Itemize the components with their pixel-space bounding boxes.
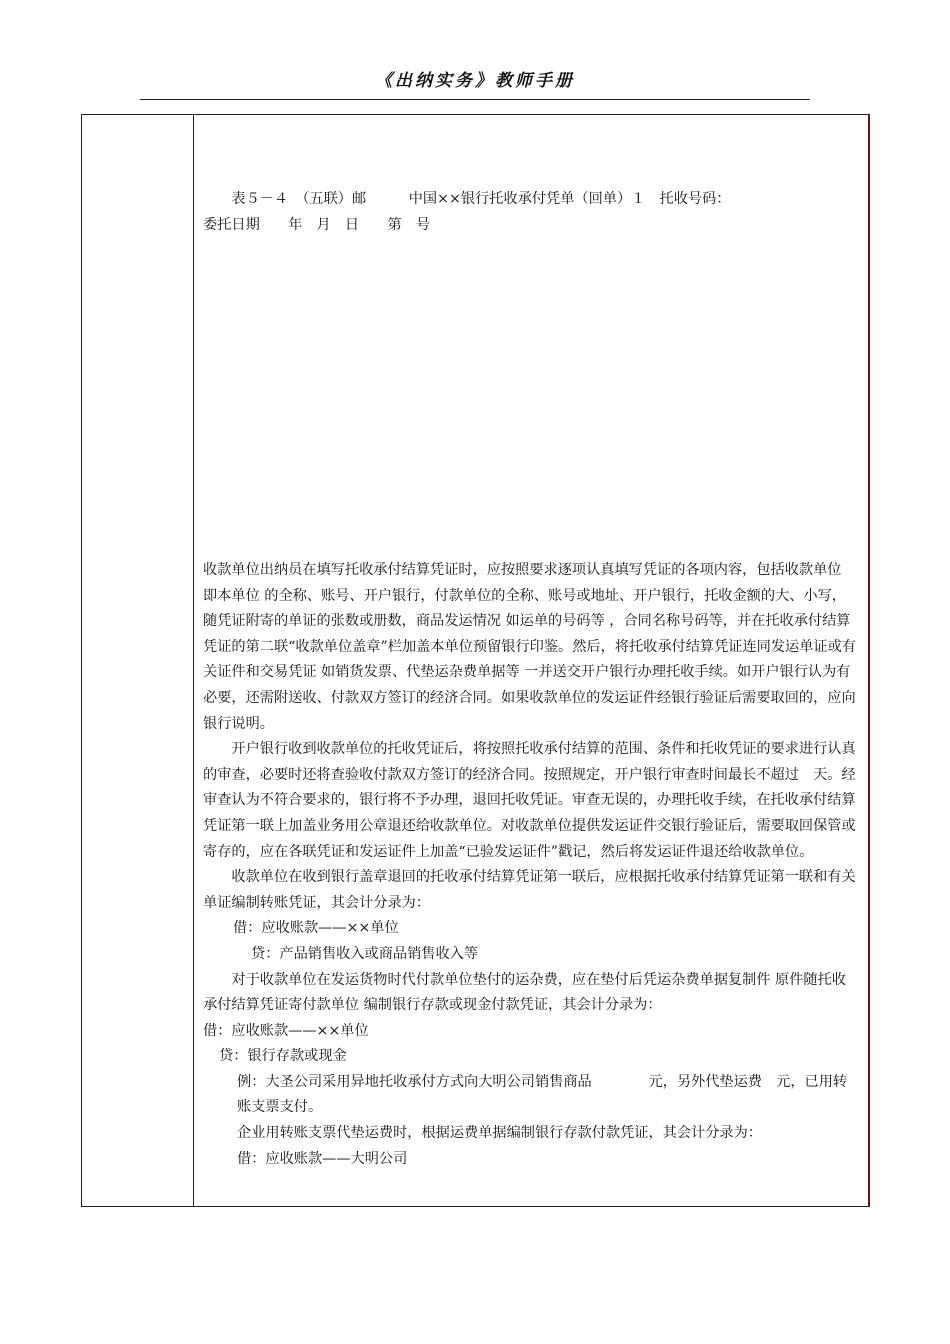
journal-entry-credit: 贷：产品销售收入或商品销售收入等 (251, 945, 479, 962)
paragraph-freight-payment: 企业用转账支票代垫运费时，根据运费单据编制银行存款付款凭证，其会计分录为： (237, 1125, 762, 1142)
paragraph-freight-advance: 对于收款单位在发运货物时代付款单位垫付的运杂费，应在垫付后凭运杂费单据复制件 原件随托收承付结算凭证寄付款单位 编制银行存款或现金付款凭证，其会计分录为： (203, 971, 846, 1014)
paragraph-transfer-voucher: 收款单位在收到银行盖章退回的托收承付结算凭证第一联后，应根据托收承付结算凭证第一联和有关单证编制转账凭证，其会计分录为： (203, 869, 856, 911)
page-header-title: 《出纳实务》教师手册 (375, 71, 575, 91)
column-divider (193, 115, 194, 1206)
form-caption (203, 187, 858, 238)
journal-entry-debit: 借：应收账款——××单位 (233, 920, 399, 937)
paragraph-bank-review: 开户银行收到收款单位的托收凭证后，将按照托收承付结算的范围、条件和托收凭证的要求进行认真的审查，必要时还将查验收付款双方签订的经济合同。按照规定，开户银行审查时间最长不超过 天。经审查认为不符合要求的，银行将不予办理，退回托收凭证。审查无误的，办理托收手续，在托收承付结算凭证第一联上加盖业务用公章退还给收款单位。对收款单位提供发运证件交银行验证后，需要取回保管或寄存的，应在各联凭证和发运证件上加盖“已验发运证件”戳记，然后将发运证件退还给收款单位。 (203, 741, 856, 860)
header-divider (140, 99, 810, 100)
body-text (203, 558, 858, 1172)
journal-entry-credit: 贷：银行存款或现金 (219, 1048, 347, 1065)
paragraph-fill-instructions: 收款单位出纳员在填写托收承付结算凭证时，应按照要求逐项认真填写凭证的各项内容，包括收款单位 即本单位 的全称、账号、开户银行，付款单位的全称、账号或地址、开户银行，托收金额的大、小写，随凭证附寄的单证的张数或册数，商品发运情况 如运单的号码等 ，合同名称号码等，并在托收承付结算凭证的第二联“收款单位盖章”栏加盖本单位预留银行印鉴。然后，将托收承付结算凭证连同发运单证或有关证件和交易凭证 如销货发票、代垫运杂费单据等 一并送交开户银行办理托收手续。如开户银行认为有必要，还需附送收、付款双方签订的经济合同。如果收款单位的发运证件经银行验证后需要取回的，应向银行说明。 (203, 562, 856, 732)
journal-entry-debit: 借：应收账款——××单位 (203, 1022, 369, 1039)
journal-entry-debit: 借：应收账款——大明公司 (237, 1150, 408, 1167)
form-caption-line2: 委托日期 年 月 日 第 号 (203, 216, 431, 233)
example-paragraph: 例：大圣公司采用异地托收承付方式向大明公司销售商品 元，另外代垫运费 元，已用转账支票支付。 (237, 1073, 848, 1116)
form-caption-line1: 表５－４ （五联）邮 中国××银行托收承付凭单（回单）１ 托收号码： (231, 191, 731, 207)
